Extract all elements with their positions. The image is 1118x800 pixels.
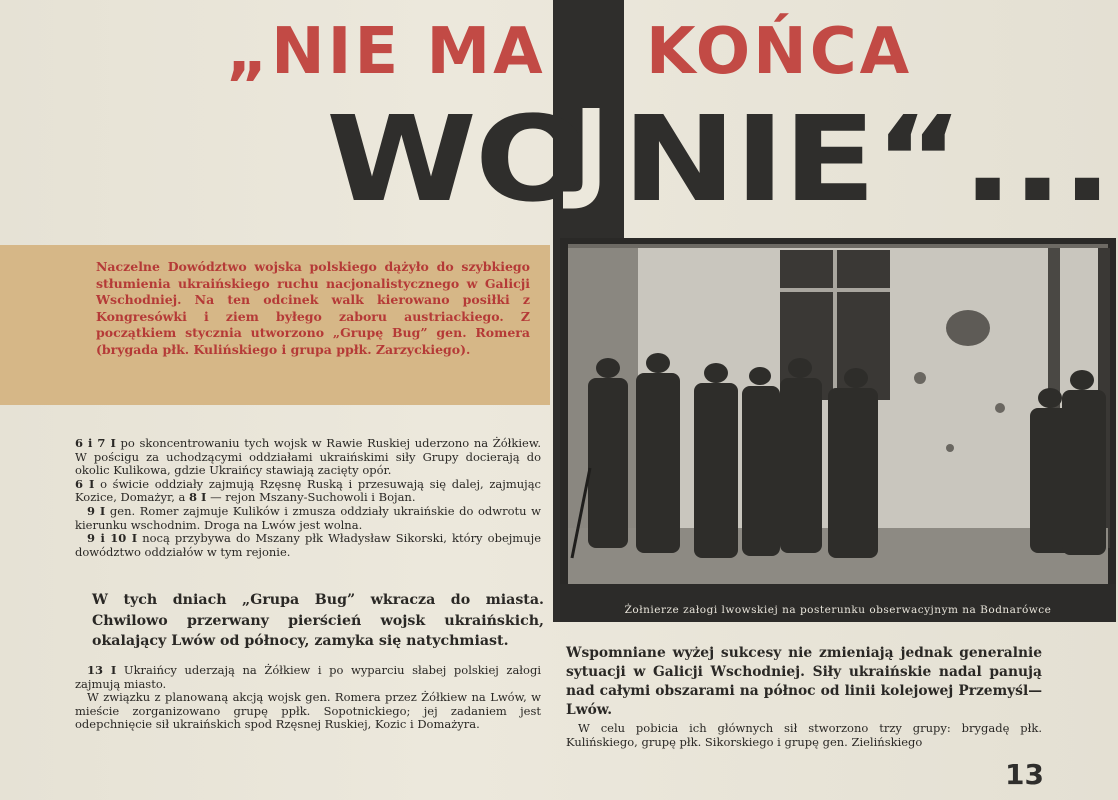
title-line2-left: WO	[326, 90, 589, 228]
entry-1	[75, 437, 541, 478]
entry-text: gen. Romer zajmuje Kulików i zmusza oddziały ukraińskie do odwrotu w kierunku wschodnim. Droga na Lwów jest wolna.	[75, 503, 542, 532]
intro-text: Naczelne Dowództwo wojska polskiego dążyło do szybkiego stłumienia ukraińskiego ruchu nacjonalistycznego w Galicji Wschodniej. Na ten odcinek walk kierowano posiłki z Kongresówki i ziem byłego zaboru austriackiego. Z początkiem stycznia utworzono „Grupę Bug” gen. Romera (brygada płk. Kulińskiego i grupa ppłk. Zarzyckiego).	[96, 259, 530, 357]
entry-text: — rejon Mszany-Suchowoli i Bojan.	[206, 490, 416, 505]
intro-box	[0, 245, 550, 405]
bold-paragraph-left: W tych dniach „Grupa Bug” wkracza do miasta. Chwilowo przerwany pierścień wojsk ukraińskich, okalający Lwów od północy, zamyka się natychmiast.	[92, 592, 544, 649]
entry-2	[75, 478, 541, 505]
photo-illustration	[560, 238, 1116, 622]
entry-4	[75, 532, 541, 559]
title-line1-right: KOŃCA	[646, 15, 913, 89]
entry-date: 8 I	[189, 490, 207, 505]
photo-caption: Żołnierze załogi lwowskiej na posterunku obserwacyjnym na Bodnarówce	[624, 604, 1052, 616]
entry-3	[75, 505, 541, 532]
title-line1-left: „NIE MA	[226, 15, 546, 89]
entry-date: 13 I	[87, 663, 117, 677]
right-column	[566, 644, 1042, 749]
entry-date: 6 I	[75, 476, 95, 491]
entry-text: Ukraińcy uderzają na Żółkiew i po wyparciu słabej polskiej załogi zajmują miasto.	[75, 663, 541, 691]
entry-date: 6 i 7 I	[75, 436, 116, 450]
bold-paragraph-right: Wspomniane wyżej sukcesy nie zmieniają jednak generalnie sytuacji w Galicji Wschodniej. Siły ukraińskie nadal panują nad całymi obszarami na północ od linii kolejowej Przemyśl—Lwów.	[566, 645, 1042, 718]
entry-text: nocą przybywa do Mszany płk Władysław Sikorski, który obejmuje dowództwo oddziałów w tym rejonie.	[75, 531, 541, 559]
title-line2-right: NIE“...	[622, 90, 1111, 228]
entry-date: 9 I	[87, 503, 106, 518]
left-bold-block	[92, 590, 544, 652]
entry-date: 9 i 10 I	[87, 531, 138, 546]
entry-text: po skoncentrowaniu tych wojsk w Rawie Ruskiej uderzono na Żółkiew. W pościgu za uchodzącymi oddziałami ukraińskimi siły Grupy docierają do okolic Kulikowa, gdzie Ukraińcy stawiają zacięty opór.	[75, 436, 542, 478]
title-j-letter	[553, 100, 624, 220]
left-column	[75, 437, 541, 559]
page-number: 13	[1005, 758, 1044, 791]
left-column-lower	[75, 664, 541, 732]
historical-photo	[560, 238, 1116, 622]
entry-13	[75, 664, 541, 691]
entry-text: o świcie oddziały zajmują Rzęsnę Ruską i przesuwają się dalej, zajmując Kozice, Domażyr, a	[75, 476, 541, 505]
paragraph-right: W celu pobicia ich głównych sił stworzono trzy grupy: brygadę płk. Kulińskiego, grupę płk. Sikorskiego i grupę gen. Zielińskiego	[566, 721, 1042, 749]
paragraph-left-end: W związku z planowaną akcją wojsk gen. Romera przez Żółkiew na Lwów, w mieście zorganizowano grupę ppłk. Sopotnickiego; jej zadaniem jest odepchnięcie sił ukraińskich spod Rzęsnej Ruskiej, Kozic i Domażyra.	[75, 690, 541, 732]
